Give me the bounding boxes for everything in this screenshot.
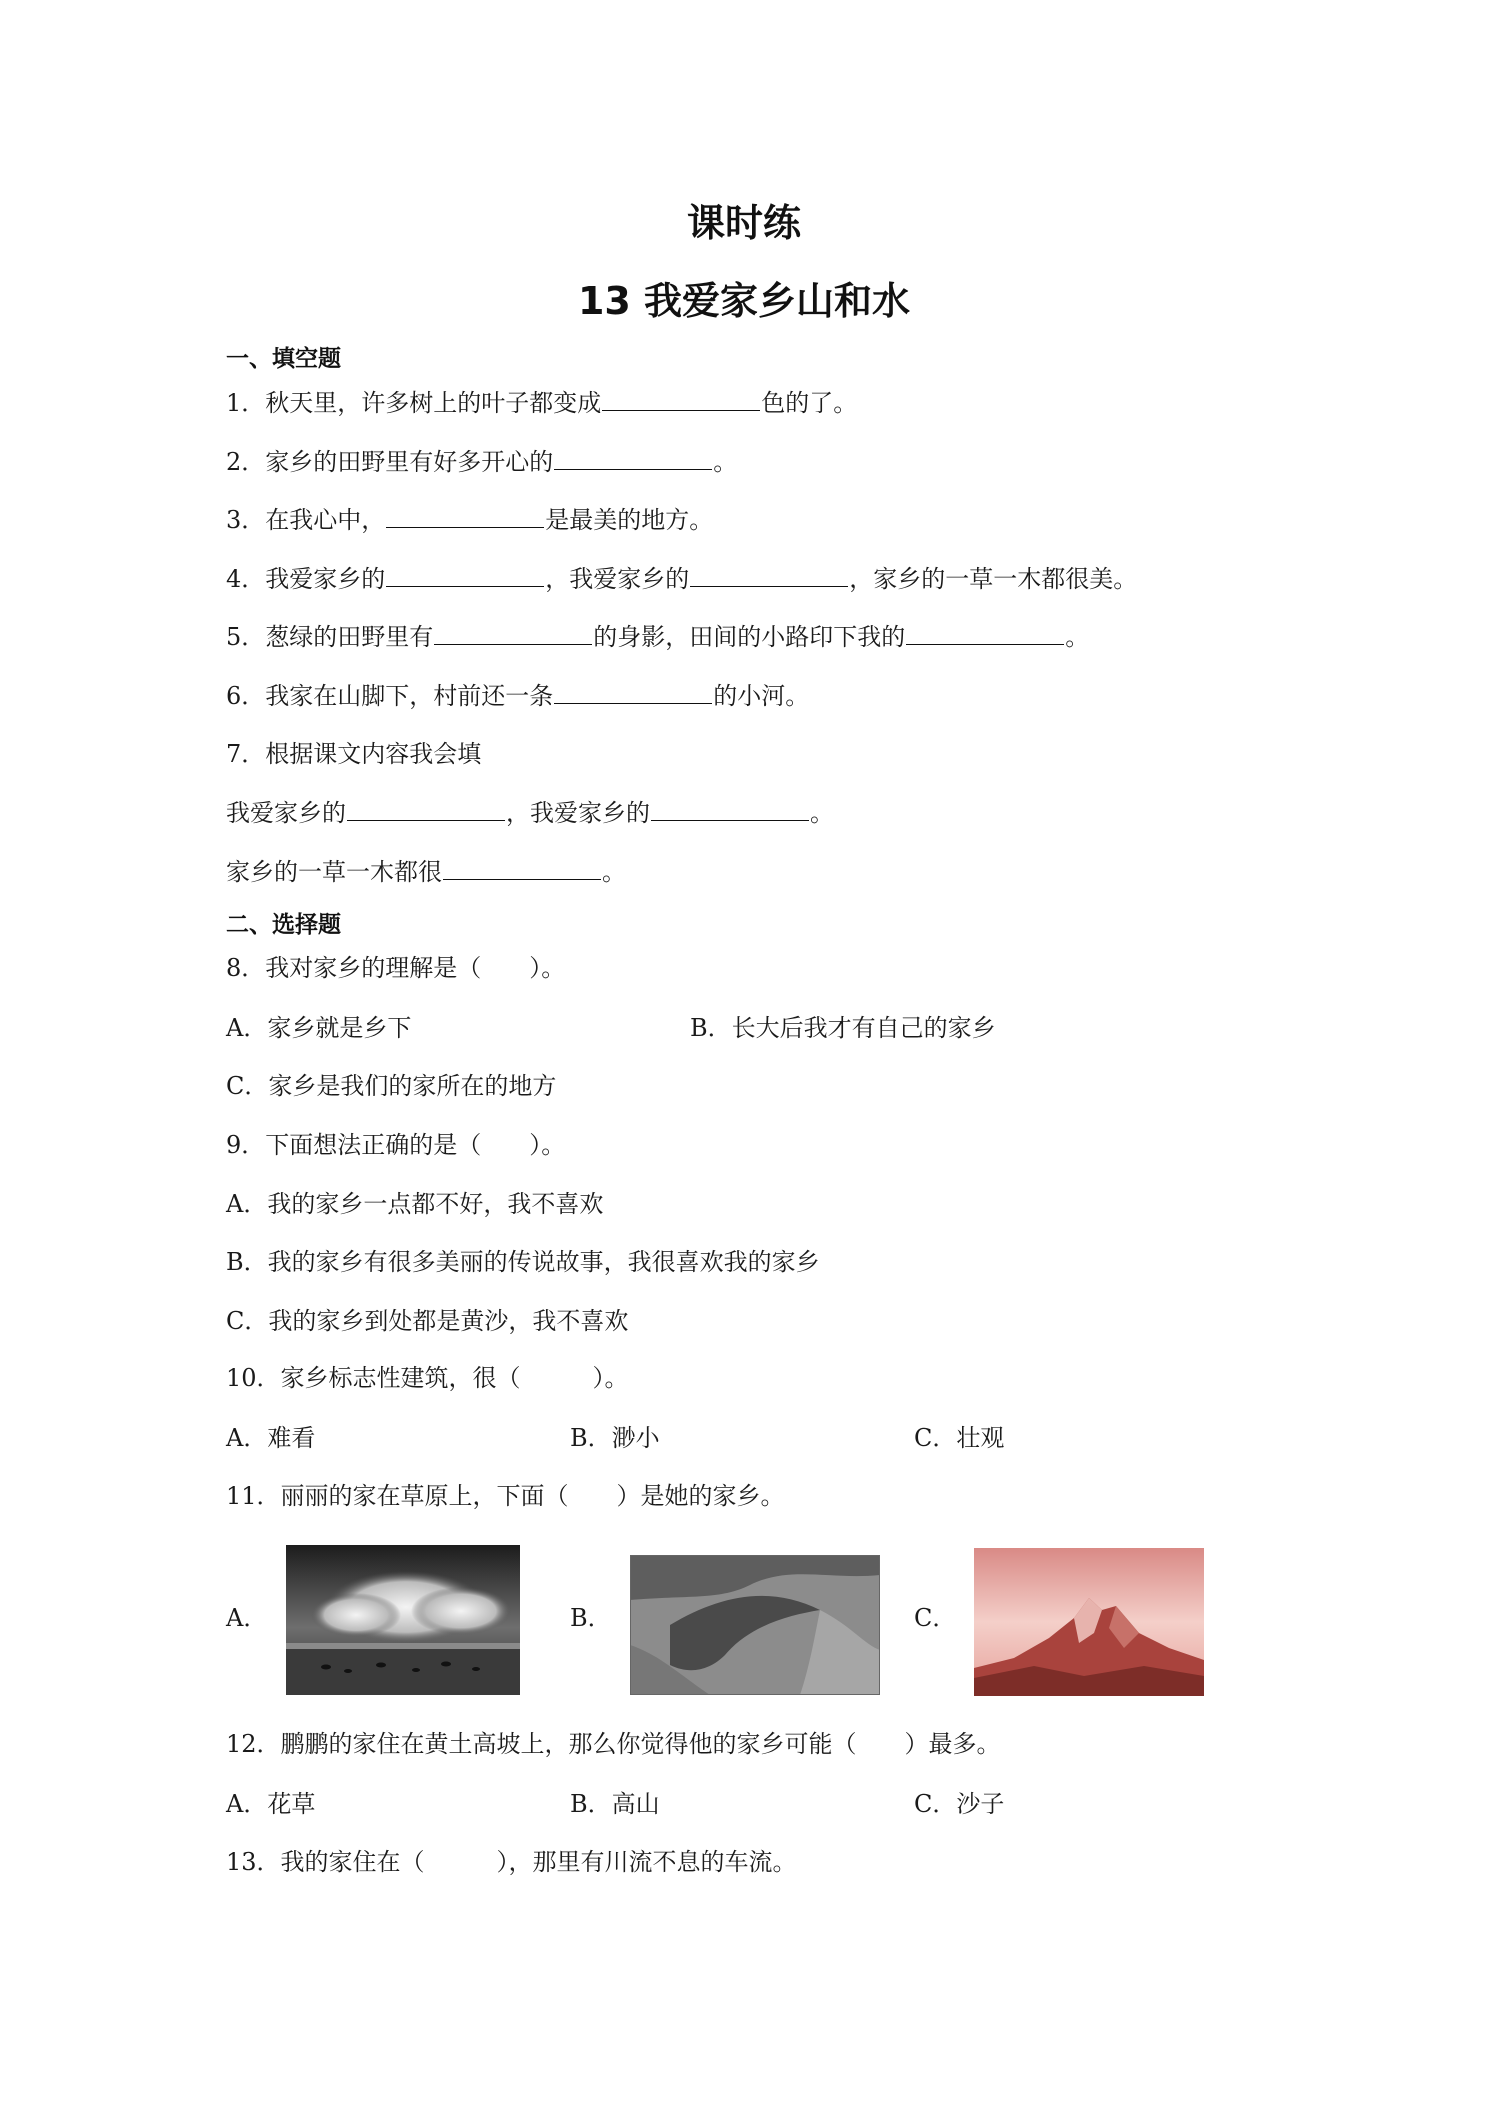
choice-question-12-option-a: A．花草 <box>226 1790 316 1818</box>
question-text: ，我爱家乡的 <box>545 565 690 593</box>
question-text: 的小河。 <box>713 682 810 710</box>
fill-question-3 <box>226 503 713 536</box>
fill-question-7 <box>226 738 481 770</box>
choice-question-11-stem: 11．丽丽的家在草原上，下面（ ）是她的家乡。 <box>226 1482 785 1510</box>
question-text: ，我爱家乡的 <box>506 799 650 827</box>
choice-question-9-option-b: B．我的家乡有很多美丽的传说故事，我很喜欢我的家乡 <box>226 1248 820 1276</box>
choice-question-11-option-b-label: B． <box>570 1604 612 1632</box>
question-text: 的身影，田间的小路印下我的 <box>593 623 906 651</box>
choice-question-9-option-a: A．我的家乡一点都不好，我不喜欢 <box>226 1190 604 1218</box>
question-text: 2．家乡的田野里有好多开心的 <box>226 448 554 476</box>
answer-blank[interactable] <box>386 503 544 528</box>
choice-question-12-option-c: C．沙子 <box>914 1790 1005 1818</box>
answer-blank[interactable] <box>554 679 712 704</box>
answer-blank[interactable] <box>602 386 760 411</box>
choice-question-10-option-b: B．渺小 <box>570 1424 660 1452</box>
question-text: 色的了。 <box>761 389 858 417</box>
question-text: ，家乡的一草一木都很美。 <box>849 565 1138 593</box>
section-choice-heading: 二、选择题 <box>226 912 341 938</box>
question-text: 5．葱绿的田野里有 <box>226 623 434 651</box>
choice-question-10-option-a: A．难看 <box>226 1424 316 1452</box>
answer-blank[interactable] <box>690 562 848 587</box>
choice-question-8-option-a: A．家乡就是乡下 <box>226 1014 412 1042</box>
question-text: 4．我爱家乡的 <box>226 565 386 593</box>
question-text: 。 <box>713 448 738 476</box>
choice-question-9-option-c: C．我的家乡到处都是黄沙，我不喜欢 <box>226 1307 629 1335</box>
mountain-peak-photo <box>974 1548 1204 1696</box>
fill-question-6 <box>226 679 809 712</box>
question-text: 1．秋天里，许多树上的叶子都变成 <box>226 389 602 417</box>
choice-question-10-stem: 10．家乡标志性建筑，很（ ）。 <box>226 1364 629 1392</box>
question-text: 7．根据课文内容我会填 <box>226 740 482 768</box>
fill-question-7-line-2 <box>226 855 626 888</box>
page-title: 课时练 <box>686 201 801 245</box>
fill-question-4 <box>226 562 1137 595</box>
section-fill-blank-heading: 一、填空题 <box>226 346 341 372</box>
choice-question-11-option-c-label: C． <box>914 1604 957 1632</box>
answer-blank[interactable] <box>434 620 592 645</box>
grassland-clouds-photo <box>286 1545 520 1695</box>
answer-blank[interactable] <box>651 796 809 821</box>
choice-question-8-stem: 8．我对家乡的理解是（ ）。 <box>226 954 566 982</box>
choice-question-9-stem: 9．下面想法正确的是（ ）。 <box>226 1131 566 1159</box>
fill-question-7-line-1 <box>226 796 834 829</box>
choice-question-11-option-a-label: A． <box>226 1604 268 1632</box>
sand-dunes-photo <box>630 1555 880 1695</box>
question-text: 3．在我心中， <box>226 506 386 534</box>
fill-question-2 <box>226 445 737 478</box>
answer-blank[interactable] <box>386 562 544 587</box>
choice-question-12-option-b: B．高山 <box>570 1790 660 1818</box>
lesson-title: 13 我爱家乡山和水 <box>577 279 911 323</box>
question-text: 是最美的地方。 <box>545 506 714 534</box>
choice-question-8-option-c: C．家乡是我们的家所在的地方 <box>226 1072 557 1100</box>
fill-question-1 <box>226 386 857 419</box>
answer-blank[interactable] <box>554 445 712 470</box>
question-text: 家乡的一草一木都很 <box>226 858 442 886</box>
question-text: 。 <box>602 858 626 886</box>
choice-question-13-stem: 13．我的家住在（ ），那里有川流不息的车流。 <box>226 1848 797 1876</box>
choice-question-12-stem: 12．鹏鹏的家住在黄土高坡上，那么你觉得他的家乡可能（ ）最多。 <box>226 1730 1001 1758</box>
question-text: 我爱家乡的 <box>226 799 346 827</box>
question-text: 。 <box>810 799 834 827</box>
answer-blank[interactable] <box>347 796 505 821</box>
choice-question-10-option-c: C．壮观 <box>914 1424 1005 1452</box>
answer-blank[interactable] <box>443 855 601 880</box>
answer-blank[interactable] <box>906 620 1064 645</box>
question-text: 。 <box>1065 623 1090 651</box>
question-text: 6．我家在山脚下，村前还一条 <box>226 682 554 710</box>
choice-question-8-option-b: B．长大后我才有自己的家乡 <box>690 1014 996 1042</box>
fill-question-5 <box>226 620 1089 653</box>
